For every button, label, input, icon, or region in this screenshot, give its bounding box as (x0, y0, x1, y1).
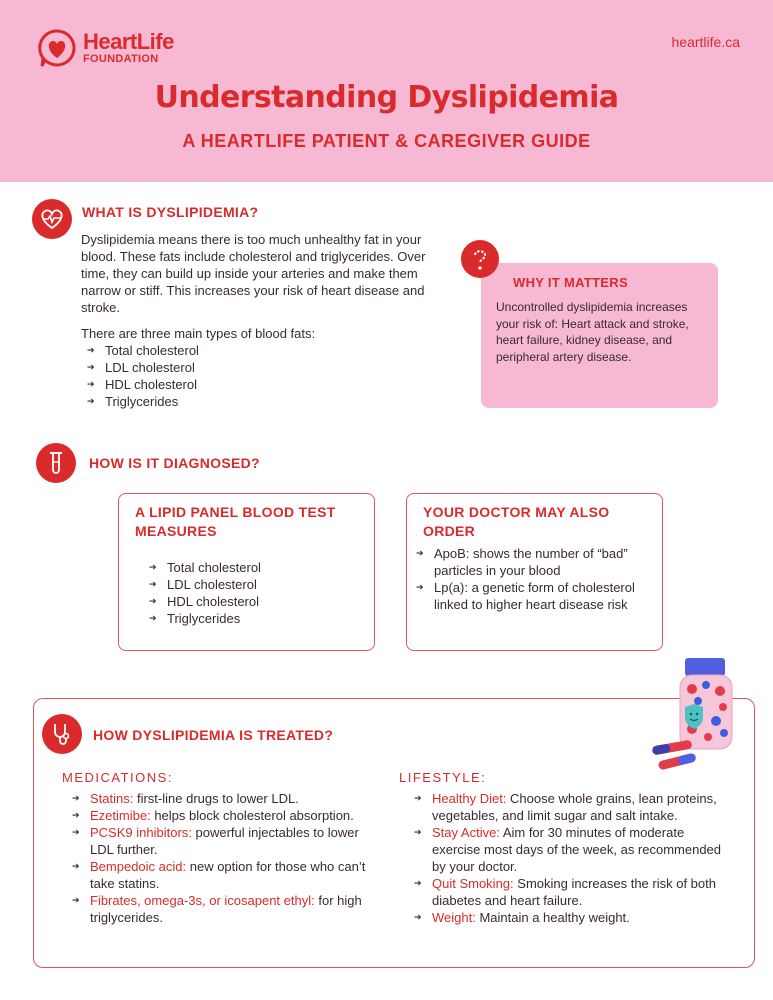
logo-subtitle: FOUNDATION (83, 53, 159, 65)
arrow-icon: ➔ (149, 596, 157, 606)
stethoscope-icon (42, 714, 82, 754)
list-item: ➔ Bempedoic acid: new option for those who can’t take statins. (72, 859, 366, 891)
list-item: ➔ LDL cholesterol (149, 577, 257, 592)
website-link[interactable]: heartlife.ca (671, 34, 740, 50)
page-subtitle: A HEARTLIFE PATIENT & CAREGIVER GUIDE (182, 131, 591, 151)
arrow-icon: ➔ (72, 827, 80, 837)
lipid-panel-list (145, 559, 261, 627)
arrow-icon: ➔ (87, 345, 95, 355)
list-item: ➔ HDL cholesterol (87, 377, 198, 392)
list-item: ➔ Stay Active: Aim for 30 minutes of moderate exercise most days of the week, as recommended by your doctor. (414, 825, 722, 874)
list-item: ➔ Total cholesterol (149, 560, 261, 575)
blood-fats-intro: There are three main types of blood fats: (81, 326, 316, 341)
arrow-icon: ➔ (87, 379, 95, 389)
list-item: ➔ Ezetimibe: helps block cholesterol absorption. (72, 808, 354, 823)
treated-heading: HOW DYSLIPIDEMIA IS TREATED? (93, 727, 334, 743)
medications-heading: MEDICATIONS: (62, 770, 173, 785)
arrow-icon: ➔ (72, 810, 80, 820)
heart-pulse-icon (32, 199, 72, 239)
list-item: ➔ Statins: first-line drugs to lower LDL. (72, 791, 299, 806)
why-it-matters-heading: WHY IT MATTERS (513, 275, 628, 290)
arrow-icon: ➔ (149, 579, 157, 589)
list-item: ➔ Fibrates, omega-3s, or icosapent ethyl: for high triglycerides. (72, 893, 362, 925)
test-tube-icon (36, 443, 76, 483)
list-item: ➔ ApoB: shows the number of “bad” particles in your blood (416, 546, 628, 578)
list-item: ➔ Total cholesterol (87, 343, 199, 358)
what-is-heading: WHAT IS DYSLIPIDEMIA? (82, 204, 259, 220)
arrow-icon: ➔ (414, 912, 422, 922)
arrow-icon: ➔ (414, 793, 422, 803)
logo-name: HeartLife (83, 29, 174, 54)
lipid-panel-heading: A LIPID PANEL BLOOD TEST MEASURES (135, 504, 336, 539)
list-item: ➔ Triglycerides (87, 394, 179, 409)
header-banner (0, 0, 773, 182)
arrow-icon: ➔ (87, 362, 95, 372)
list-item: ➔ Quit Smoking: Smoking increases the risk of both diabetes and heart failure. (414, 876, 716, 908)
list-item: ➔ Triglycerides (149, 611, 241, 626)
arrow-icon: ➔ (414, 878, 422, 888)
list-item: ➔ Healthy Diet: Choose whole grains, lean proteins, vegetables, and limit sugar and salt intake. (414, 791, 717, 823)
arrow-icon: ➔ (87, 396, 95, 406)
why-it-matters-text: Uncontrolled dyslipidemia increases your risk of: Heart attack and stroke, heart failure, kidney disease, and peripheral artery disease. (496, 300, 689, 364)
arrow-icon: ➔ (72, 861, 80, 871)
arrow-icon: ➔ (72, 895, 80, 905)
list-item: ➔ LDL cholesterol (87, 360, 195, 375)
diagnosed-heading: HOW IS IT DIAGNOSED? (89, 455, 260, 471)
doctor-may-order-list (412, 545, 652, 613)
lifestyle-heading: LIFESTYLE: (399, 770, 487, 785)
arrow-icon: ➔ (149, 613, 157, 623)
medications-list (68, 790, 374, 926)
blood-fat-types-list (83, 342, 199, 410)
arrow-icon: ➔ (414, 827, 422, 837)
question-mark-icon (461, 240, 499, 278)
arrow-icon: ➔ (416, 548, 424, 558)
page-title: Understanding Dyslipidemia (154, 80, 619, 115)
list-item: ➔ Lp(a): a genetic form of cholesterol linked to higher heart disease risk (416, 580, 635, 612)
arrow-icon: ➔ (72, 793, 80, 803)
arrow-icon: ➔ (149, 562, 157, 572)
what-is-paragraph: Dyslipidemia means there is too much unhealthy fat in your blood. These fats include cholesterol and triglycerides. Over time, they can build up inside your arteries and make them narrow or stiff. This increases your risk of heart disease and stroke. (81, 232, 426, 315)
list-item: ➔ HDL cholesterol (149, 594, 260, 609)
logo[interactable] (37, 28, 174, 68)
pill-bottle-icon (648, 655, 760, 773)
doctor-may-order-heading: YOUR DOCTOR MAY ALSO ORDER (423, 504, 610, 539)
lifestyle-list (410, 790, 724, 926)
heart-bubble-logo-icon (37, 28, 77, 68)
list-item: ➔ Weight: Maintain a healthy weight. (414, 910, 630, 925)
arrow-icon: ➔ (416, 582, 424, 592)
list-item: ➔ PCSK9 inhibitors: powerful injectables to lower LDL further. (72, 825, 359, 857)
